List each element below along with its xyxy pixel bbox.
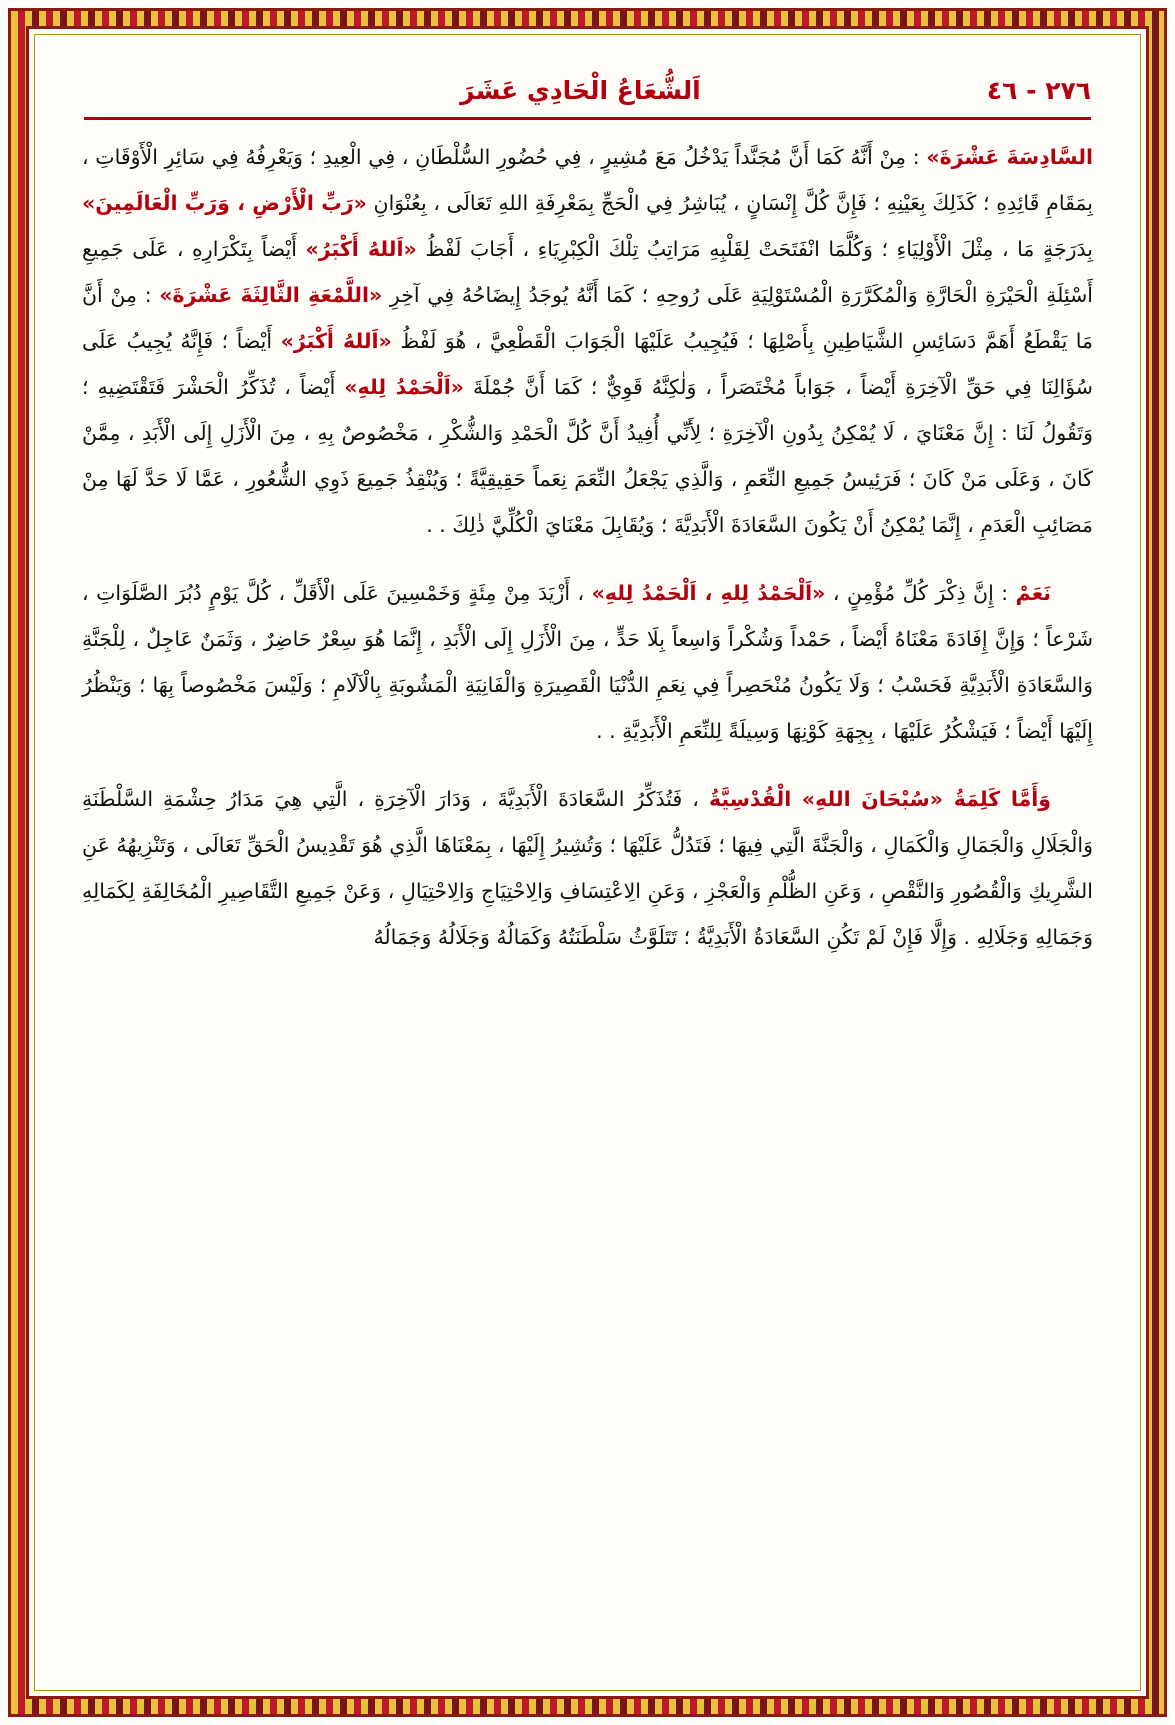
highlight-phrase: «اَلْحَمْدُ لِلهِ ، اَلْحَمْدُ لِلهِ» (591, 581, 826, 605)
page-title: اَلشُّعَاعُ الْحَادِي عَشَرَ (460, 76, 701, 105)
text-run: ، أَزْيَدَ مِنْ مِئَةٍ وَخَمْسِينَ عَلَى الْأَقَلِّ ، كُلَّ يَوْمٍ دُبُرَ الصَّلَوَاتِ ، شَرْعاً ؛ وَإِنَّ إِفَادَةَ مَعْنَاهُ أَيْضاً ، حَمْداً وَشُكْراً وَاسِعاً بِلَا حَدٍّ ، مِنَ الْأَزَلِ إِلَى الْأَبَدِ ، إِنَّمَا هُوَ سِعْرٌ حَاضِرٌ ، وَثَمَنٌ عَاجِلٌ ، لِلْجَنَّةِ وَالسَّعَادَةِ الْأَبَدِيَّةِ فَحَسْبُ ؛ وَلَا يَكُونُ مُنْحَصِراً فِي نِعَمِ الدُّنْيَا الْقَصِيرَةِ وَالْفَانِيَةِ الْمَشُوبَةِ بِالْآلَامِ ؛ وَلَيْسَ مَخْصُوصاً بِهَا ؛ وَيَنْظُرُ إِلَيْهَا أَيْضاً ؛ فَيَشْكُرُ عَلَيْهَا ، بِجِهَةِ كَوْنِهَا وَسِيلَةً لِلنِّعَمِ الْأَبَدِيَّةِ . . (82, 581, 1093, 743)
highlight-phrase: وَأَمَّا كَلِمَةُ «سُبْحَانَ اللهِ» الْقُدْسِيَّةُ (708, 787, 1051, 811)
highlight-phrase: السَّادِسَةَ عَشْرَةَ» (926, 145, 1093, 169)
highlight-phrase: «اَللهُ أَكْبَرُ» (305, 237, 417, 261)
highlight-phrase: «اللَّمْعَةِ الثَّالِثَةَ عَشْرَةَ» (159, 283, 383, 307)
paragraph-3 (82, 776, 1093, 960)
page-number: ٢٧٦ - ٤٦ (986, 76, 1091, 105)
text-run: أَيْضاً بِتَكْرَارِهِ ، عَلَى جَمِيعِ أَسْئِلَةِ الْحَيْرَةِ الْحَارَّةِ وَالْمُكَرَّرَةِ الْمُسْتَوْلِيَةِ عَلَى رُوحِهِ ؛ كَمَا أَنَّهُ يُوجَدُ إِيضَاحُهُ فِي آخِرِ (82, 237, 1093, 307)
body-text (62, 120, 1113, 960)
text-run: : إِنَّ ذِكْرَ كُلِّ مُؤْمِنٍ ، (825, 581, 1016, 605)
highlight-phrase: «اَللهُ أَكْبَرُ» (280, 329, 392, 353)
text-run: : مِنْ أَنَّ مَا يَقْطَعُ أَهَمَّ دَسَائِسِ الشَّيَاطِينِ بِأَصْلِهَا ؛ فَيُجِيبُ عَلَيْهَا الْجَوَابَ الْقَطْعِيَّ ، هُوَ لَفْظُ (82, 283, 1094, 353)
highlight-phrase: «اَلْحَمْدُ لِلهِ» (344, 375, 464, 399)
text-run: أَيْضاً ؛ فَإِنَّهُ يُجِيبُ عَلَى سُؤَالِنَا فِي حَقِّ الْآخِرَةِ أَيْضاً ، جَوَاباً مُخْتَصَراً ، وَلٰكِنَّهُ قَوِيٌّ ؛ كَمَا أَنَّ جُمْلَةَ (82, 329, 1093, 399)
text-run: أَيْضاً ، تُذَكِّرُ الْحَشْرَ فَتَقْتَضِيهِ ؛ وَتَقُولُ لَنَا : إِنَّ مَعْنَايَ ، لَا يُمْكِنُ بِدُونِ الْآخِرَةِ ؛ لِأَنِّي أُفِيدُ أَنَّ كُلَّ الْحَمْدِ وَالشُّكْرِ ، مَخْصُوصٌ بِهِ ، مِنَ الْأَزَلِ إِلَى الْأَبَدِ ، مِمَّنْ كَانَ ، وَعَلَى مَنْ كَانَ ؛ فَرَئِيسُ جَمِيعِ النِّعَمِ ، وَالَّذِي يَجْعَلُ النِّعَمَ نِعَماً حَقِيقِيَّةً ؛ وَيُنْقِذُ جَمِيعَ ذَوِي الشُّعُورِ ، عَمَّا لَا حَدَّ لَهَا مِنْ مَصَائِبِ الْعَدَمِ ، إِنَّمَا يُمْكِنُ أَنْ يَكُونَ السَّعَادَةَ الْأَبَدِيَّةَ ؛ وَيُقَابِلَ مَعْنَايَ الْكُلِّيَّ ذٰلِكَ . . (82, 375, 1093, 537)
paragraph-2 (82, 570, 1093, 754)
text-run: ، فَتُذَكِّرُ السَّعَادَةَ الْأَبَدِيَّةَ ، وَدَارَ الْآخِرَةِ ، الَّتِي هِيَ مَدَارُ حِشْمَةِ السَّلْطَنَةِ وَالْجَلَالِ وَالْجَمَالِ وَالْكَمَالِ ، وَالْجَنَّةَ الَّتِي فِيهَا ؛ فَتَدُلُّ عَلَيْهَا ؛ وَتُشِيرُ إِلَيْهَا ، بِمَعْنَاهَا الَّذِي هُوَ تَقْدِيسُ الْحَقِّ تَعَالَى ، وَتَنْزِيهُهُ عَنِ الشَّرِيكِ وَالْقُصُورِ وَالنَّقْصِ ، وَعَنِ الظُّلْمِ وَالْعَجْزِ ، وَعَنِ الِاعْتِسَافِ وَالِاحْتِيَاجِ وَالِاحْتِيَالِ ، وَعَنْ جَمِيعِ التَّقَاصِيرِ الْمُخَالِفَةِ لِكَمَالِهِ وَجَمَالِهِ وَجَلَالِهِ . وَإِلَّا فَإِنْ لَمْ تَكُنِ السَّعَادَةُ الْأَبَدِيَّةُ ؛ تَتَلَوَّثُ سَلْطَنَتُهُ وَكَمَالُهُ وَجَلَالُهُ وَجَمَالُهُ (82, 787, 1093, 949)
highlight-phrase: نَعَمْ (1015, 581, 1052, 605)
page-content (48, 48, 1127, 1685)
text-run: بِدَرَجَةٍ مَا ، مِثْلَ الْأَوْلِيَاءِ ؛ وَكُلَّمَا انْفَتَحَتْ لِقَلْبِهِ مَرَاتِبُ تِلْكَ الْكِبْرِيَاءِ ، أَجَابَ لَفْظُ (416, 237, 1093, 261)
paragraph-1 (82, 134, 1093, 548)
highlight-phrase: «رَبِّ الْأَرْضِ ، وَرَبِّ الْعَالَمِينَ» (82, 191, 367, 215)
text-run: : مِنْ أَنَّهُ كَمَا أَنَّ مُجَنَّداً يَدْخُلُ مَعَ مُشِيرٍ ، فِي حُضُورِ السُّلْطَانِ ، فِي الْعِيدِ ؛ وَيَعْرِفُهُ فِي سَائِرِ الْأَوْقَاتِ ، بِمَقَامِ قَائِدِهِ ؛ كَذَلِكَ بِعَيْنِهِ ؛ فَإِنَّ كُلَّ إِنْسَانٍ ، يُبَاشِرُ فِي الْحَجِّ بِمَعْرِفَةِ اللهِ تَعَالَى ، بِعُنْوَانِ (82, 145, 1093, 215)
page-header (62, 58, 1113, 107)
